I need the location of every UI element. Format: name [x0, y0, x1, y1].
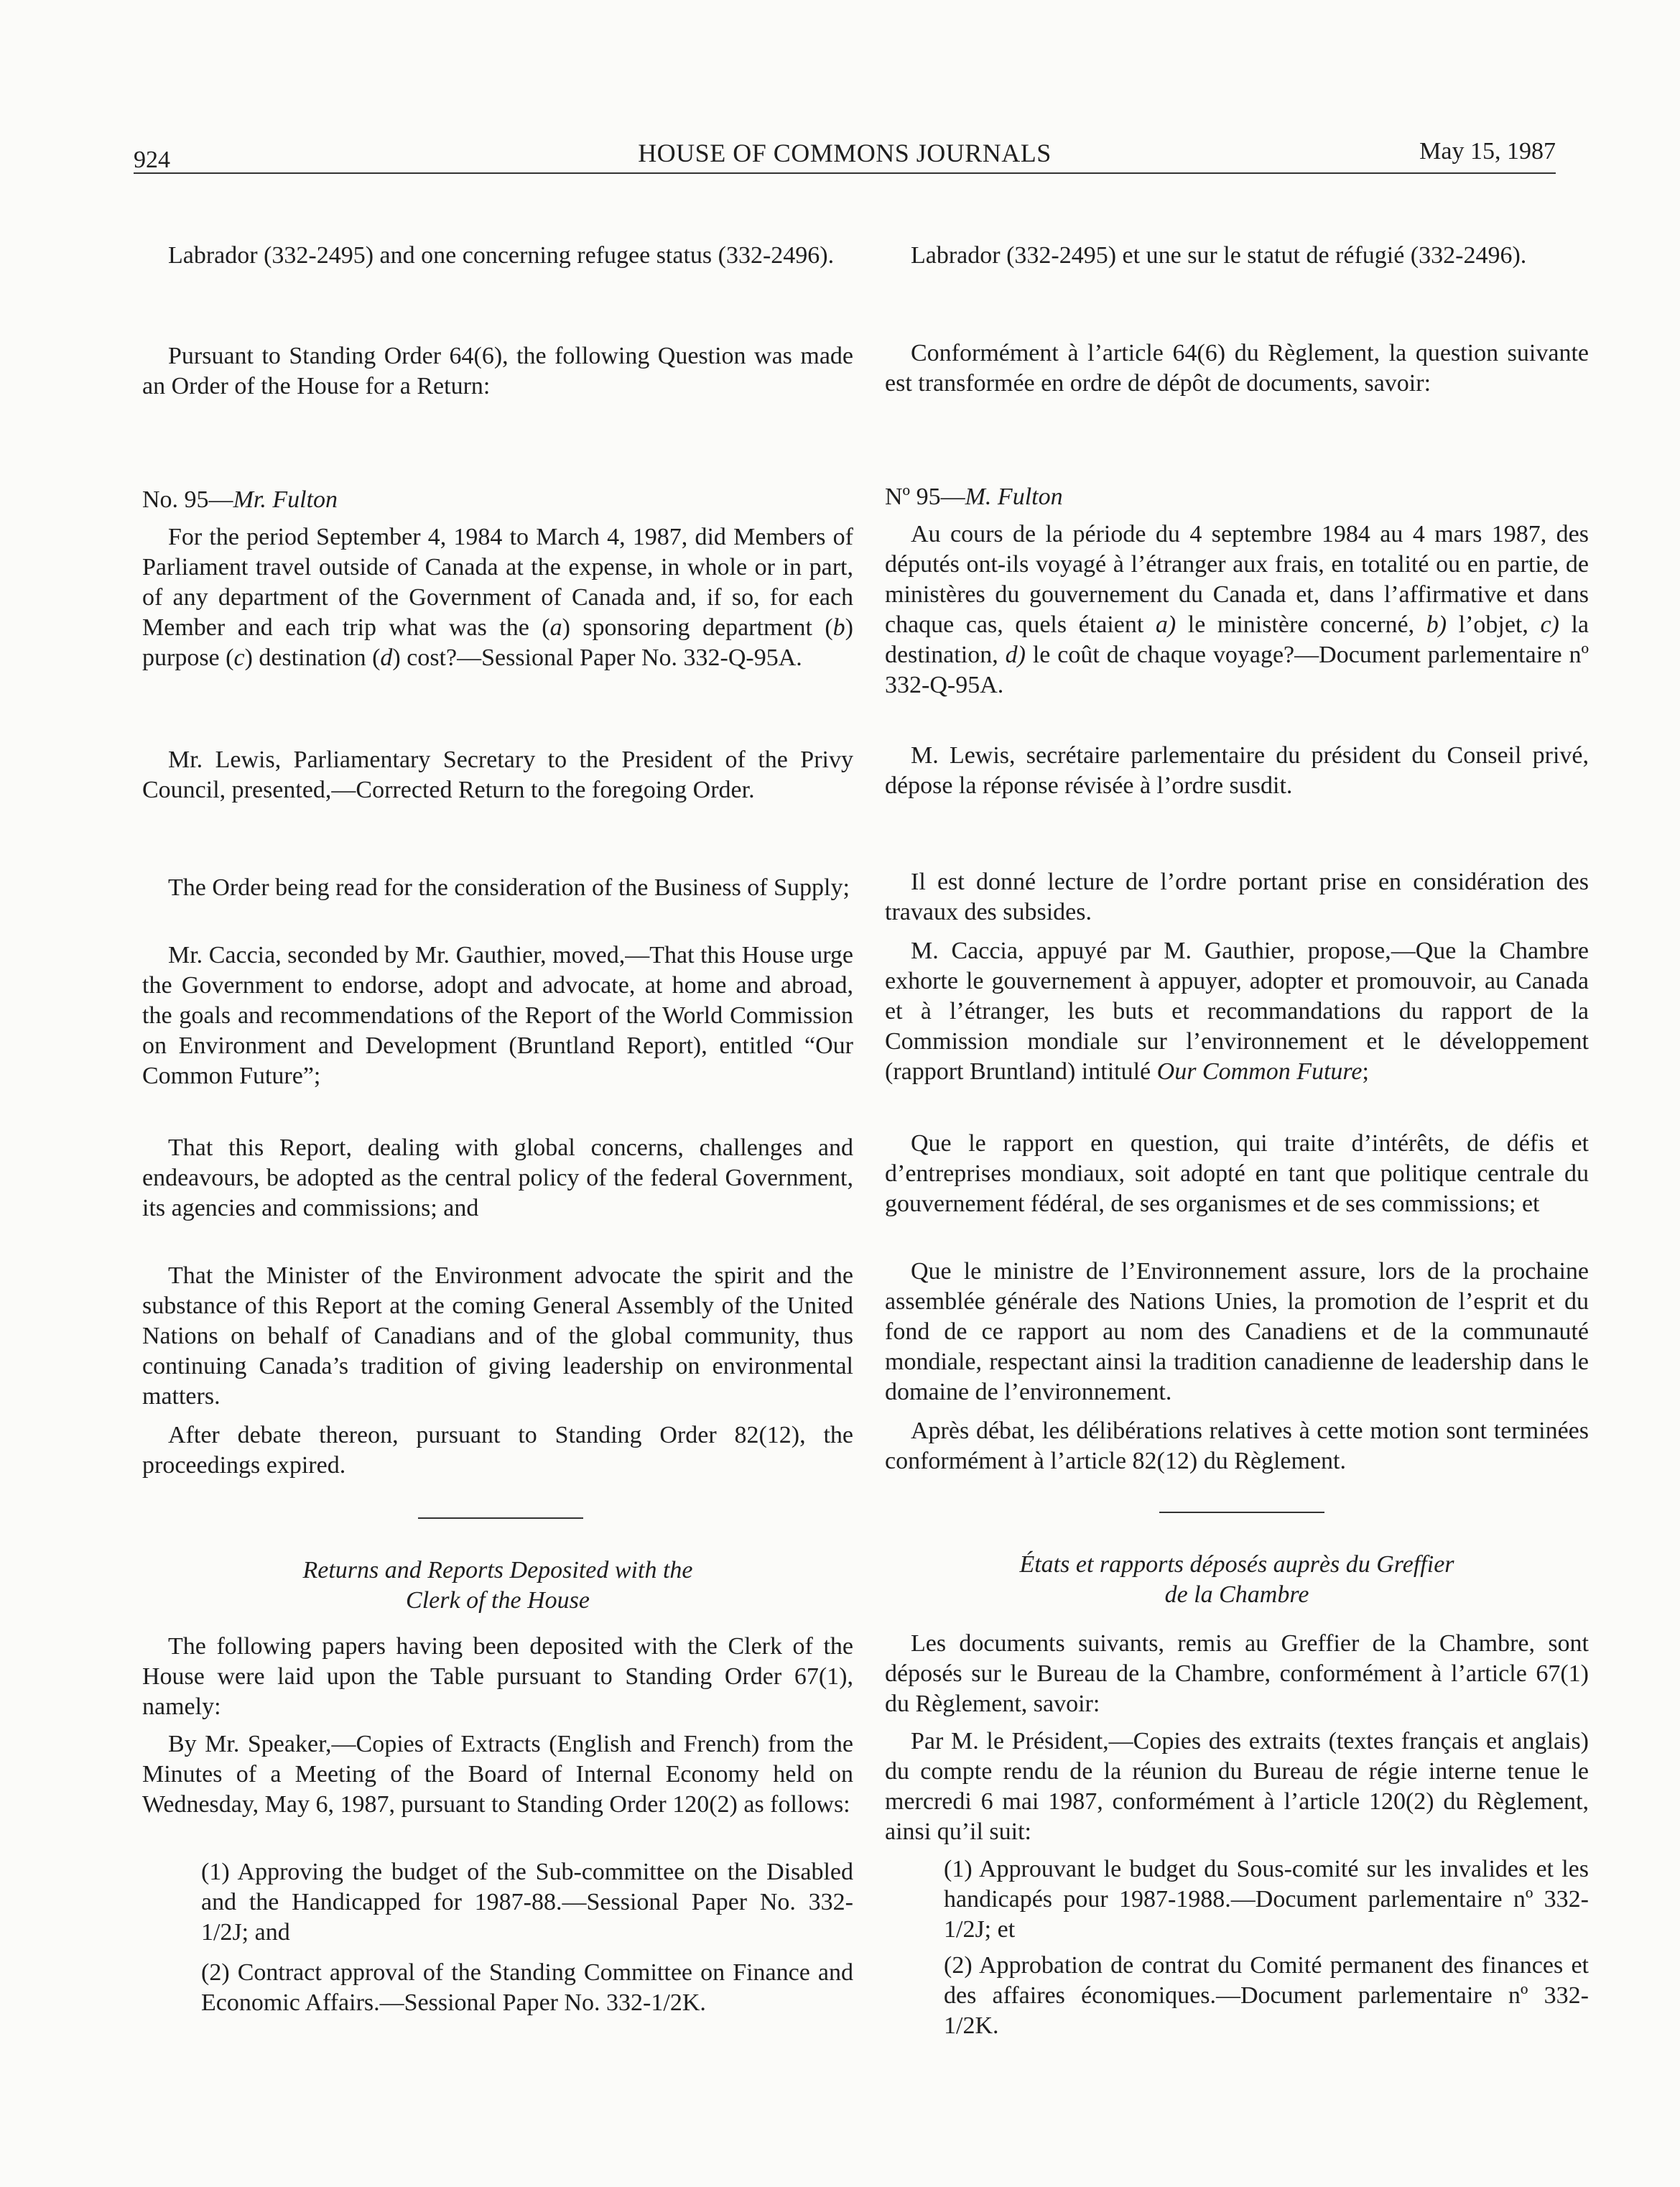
en-debate: After debate thereon, pursuant to Standing Order 82(12), the proceedings expired. — [142, 1422, 853, 1479]
en-question-heading: No. 95—Mr. Fulton — [142, 486, 338, 513]
en-labrador: Labrador (332-2495) and one concerning refugee status (332-2496). — [168, 242, 835, 269]
fr-minister: Que le ministre de l’Environnement assure, lors de la prochaine assemblée générale des Nations Unies, la promotion de l’esprit et du fond de ce rapport au nom des Canadiens et de la communauté mondiale, respectant ainsi la tradition canadienne de leadership dans le domaine de l’environnement. — [885, 1258, 1589, 1405]
en-order: The Order being read for the consideration of the Business of Supply; — [168, 874, 850, 901]
en-section-heading: Returns and Reports Deposited with the Clerk of the House — [302, 1557, 693, 1614]
fr-section-divider — [1159, 1512, 1324, 1513]
page-number: 924 — [134, 147, 170, 173]
en-lewis: Mr. Lewis, Parliamentary Secretary to the President of the Privy Council, presented,—Corrected Return to the foregoing Order. — [142, 746, 853, 803]
page-date: May 15, 1987 — [1419, 138, 1556, 165]
fr-following: Les documents suivants, remis au Greffier de la Chambre, sont déposés sur le Bureau de la Chambre, conformément à l’article 67(1) du Règlement, savoir: — [885, 1630, 1589, 1717]
fr-item-1: (1) Approuvant le budget du Sous-comité sur les invalides et les handicapés pour 1987-1988.—Document parlementaire nº 332-1/2J; et — [944, 1856, 1589, 1943]
en-item-2: (2) Contract approval of the Standing Committee on Finance and Economic Affairs.—Sessional Paper No. 332-1/2K. — [201, 1959, 853, 2016]
fr-caccia-motion: M. Caccia, appuyé par M. Gauthier, propose,—Que la Chambre exhorte le gouvernement à appuyer, adopter et promouvoir, au Canada et à l’étranger, les buts et recommandations du rapport de la Commission mondiale sur l’environnement et le développement (rapport Bruntland) intitulé Our Common Future; — [885, 938, 1589, 1085]
fr-question-text: Au cours de la période du 4 septembre 1984 au 4 mars 1987, des députés ont-ils voyagé à l’étranger aux frais, en totalité ou en partie, de ministères du gouvernement du Canada et, dans l’affirmative et dans chaque cas, quels étaient a) le ministère concerné, b) l’objet, c) la destination, d) le coût de chaque voyage?—Document parlementaire nº 332-Q-95A. — [885, 521, 1589, 698]
en-speaker: By Mr. Speaker,—Copies of Extracts (English and French) from the Minutes of a Meeting of the Board of Internal Economy held on Wednesday, May 6, 1987, pursuant to Standing Order 120(2) as follows: — [142, 1731, 853, 1818]
page-header — [134, 138, 1556, 174]
en-caccia-motion: Mr. Caccia, seconded by Mr. Gauthier, moved,—That this House urge the Government to endorse, adopt and advocate, at home and abroad, the goals and recommendations of the Report of the World Commission on Environment and Development (Bruntland Report), entitled “Our Common Future”; — [142, 942, 853, 1089]
en-minister: That the Minister of the Environment advocate the spirit and the substance of this Report at the coming General Assembly of the United Nations on behalf of Canadians and of the global community, thus continuing Canada’s tradition of giving leadership on environmental matters. — [142, 1262, 853, 1410]
fr-speaker: Par M. le Président,—Copies des extraits (textes français et anglais) du compte rendu de la réunion du Bureau de régie interne tenue le mercredi 6 mai 1987, conformément à l’article 120(2) du Règlement, ainsi qu’il suit: — [885, 1728, 1589, 1845]
journal-title: HOUSE OF COMMONS JOURNALS — [638, 139, 1052, 167]
en-pursuant: Pursuant to Standing Order 64(6), the following Question was made an Order of the House for a Return: — [142, 343, 853, 399]
en-section-divider — [418, 1517, 583, 1519]
fr-lewis: M. Lewis, secrétaire parlementaire du président du Conseil privé, dépose la réponse révisée à l’ordre susdit. — [885, 742, 1589, 799]
fr-labrador: Labrador (332-2495) et une sur le statut de réfugié (332-2496). — [911, 242, 1527, 269]
fr-debate: Après débat, les délibérations relatives à cette motion sont terminées conformément à l’article 82(12) du Règlement. — [885, 1418, 1589, 1474]
en-following: The following papers having been deposited with the Clerk of the House were laid upon the Table pursuant to Standing Order 67(1), namely: — [142, 1633, 853, 1720]
fr-item-2: (2) Approbation de contrat du Comité permanent des finances et des affaires économiques.—Document parlementaire nº 332-1/2K. — [944, 1952, 1589, 2039]
fr-conformement: Conformément à l’article 64(6) du Règlement, la question suivante est transformée en ordre de dépôt de documents, savoir: — [885, 340, 1589, 397]
fr-report: Que le rapport en question, qui traite d’intérêts, de défis et d’entreprises mondiaux, soit adopté en tant que politique centrale du gouvernement fédéral, de ses organismes et de ses commissions; et — [885, 1130, 1589, 1217]
en-question-text: For the period September 4, 1984 to March 4, 1987, did Members of Parliament travel outside of Canada at the expense, in whole or in part, of any department of the Government of Canada and, if so, for each Member and each trip what was the (a) sponsoring department (b) purpose (c) destination (d) cost?—Sessional Paper No. 332-Q-95A. — [142, 524, 853, 671]
fr-section-heading: États et rapports déposés auprès du Greffier de la Chambre — [1019, 1551, 1454, 1608]
en-report: That this Report, dealing with global concerns, challenges and endeavours, be adopted as the central policy of the federal Government, its agencies and commissions; and — [142, 1134, 853, 1221]
fr-question-heading: Nº 95—M. Fulton — [885, 484, 1063, 510]
fr-order: Il est donné lecture de l’ordre portant prise en considération des travaux des subsides. — [885, 869, 1589, 925]
en-item-1: (1) Approving the budget of the Sub-committee on the Disabled and the Handicapped for 1987-88.—Sessional Paper No. 332-1/2J; and — [201, 1859, 853, 1946]
